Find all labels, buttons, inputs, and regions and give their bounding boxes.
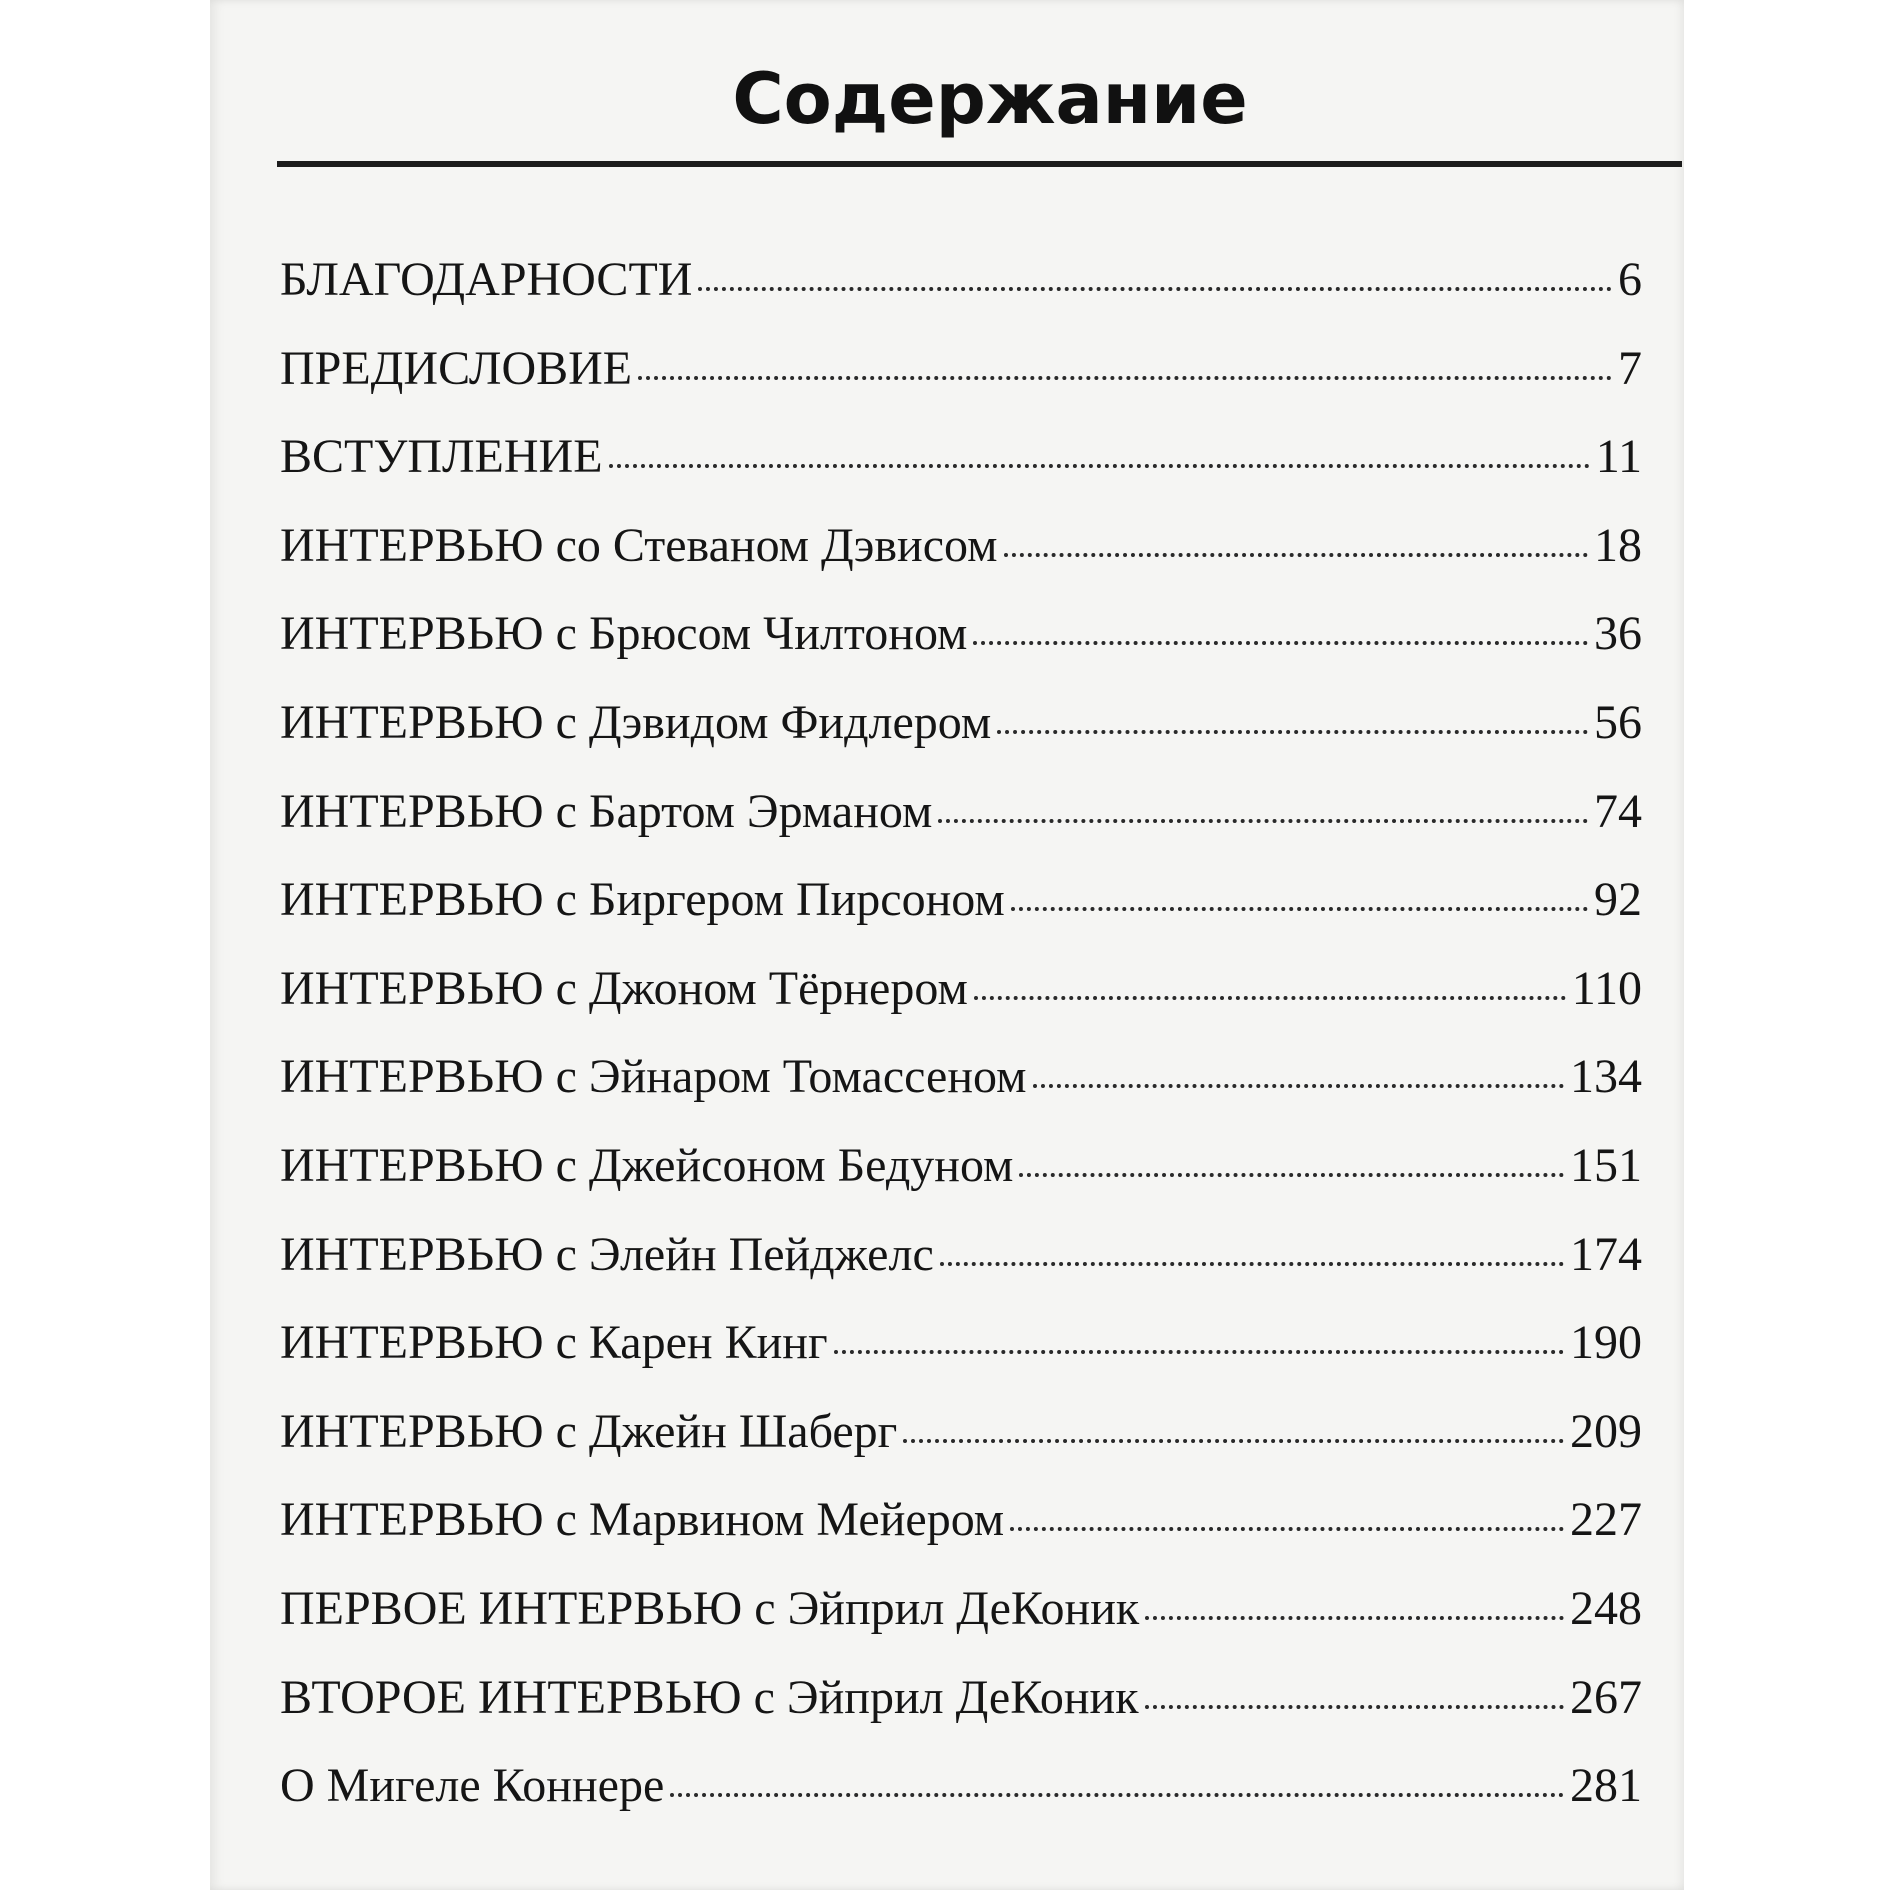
toc-leader-dots [974, 996, 1566, 1000]
toc-entry-label: О Мигеле Коннере [280, 1759, 665, 1813]
toc-entry-page: 151 [1570, 1138, 1642, 1192]
toc-entry-page: 174 [1570, 1227, 1642, 1281]
toc-entry-page: 267 [1570, 1670, 1642, 1724]
toc-entry [280, 695, 1642, 784]
toc-entry-label: ВСТУПЛЕНИЕ [280, 430, 603, 484]
toc-leader-dots [938, 819, 1588, 823]
toc-entry-page: 134 [1570, 1050, 1642, 1104]
toc-entry [280, 606, 1642, 695]
toc-entry-label: ПЕРВОЕ ИНТЕРВЬЮ с Эйприл ДеКоник [280, 1581, 1140, 1635]
toc-leader-dots [834, 1350, 1564, 1354]
toc-entry [280, 784, 1642, 873]
toc-entry-page: 56 [1594, 695, 1642, 749]
toc-leader-dots [1145, 1616, 1564, 1620]
toc-entry [280, 518, 1642, 607]
toc-entry-label: ИНТЕРВЬЮ с Джоном Тёрнером [280, 961, 968, 1015]
toc-entry [280, 1315, 1642, 1404]
toc-entry-label: ИНТЕРВЬЮ с Джейсоном Бедуном [280, 1138, 1014, 1192]
toc-entry [280, 961, 1642, 1050]
page-title: Содержание [732, 58, 1248, 140]
toc-entry-page: 281 [1570, 1759, 1642, 1813]
toc-leader-dots [940, 1262, 1564, 1266]
toc-entry-page: 18 [1594, 518, 1642, 572]
toc-entry-page: 7 [1618, 341, 1642, 395]
toc-entry-page: 227 [1570, 1493, 1642, 1547]
toc-entry-label: ИНТЕРВЬЮ с Биргером Пирсоном [280, 873, 1005, 927]
toc-entry-page: 6 [1618, 253, 1642, 306]
toc-leader-dots [903, 1439, 1564, 1443]
toc-entry [280, 1492, 1642, 1581]
table-of-contents [280, 252, 1642, 1847]
toc-entry [280, 872, 1642, 961]
toc-entry-page: 248 [1570, 1581, 1642, 1635]
toc-entry [280, 1581, 1642, 1670]
toc-entry [280, 1758, 1642, 1847]
toc-leader-dots [973, 641, 1588, 645]
toc-entry-label: ИНТЕРВЬЮ с Эйнаром Томассеном [280, 1050, 1027, 1104]
toc-entry [280, 1138, 1642, 1227]
toc-entry-page: 110 [1571, 961, 1642, 1015]
toc-entry [280, 1049, 1642, 1138]
toc-entry-label: ПРЕДИСЛОВИЕ [280, 341, 633, 395]
toc-leader-dots [698, 287, 1612, 291]
toc-leader-dots [638, 376, 1612, 380]
toc-entry-label: ИНТЕРВЬЮ с Элейн Пейджелс [280, 1227, 934, 1281]
toc-entry [280, 341, 1642, 430]
toc-leader-dots [1145, 1705, 1564, 1709]
toc-entry-page: 209 [1570, 1404, 1642, 1458]
toc-entry-page: 74 [1594, 784, 1642, 838]
toc-entry-page: 11 [1595, 430, 1642, 484]
toc-leader-dots [1019, 1173, 1564, 1177]
toc-entry-page: 36 [1594, 607, 1642, 661]
toc-leader-dots [1033, 1084, 1564, 1088]
toc-entry [280, 1227, 1642, 1316]
toc-entry-label: ИНТЕРВЬЮ с Джейн Шаберг [280, 1404, 898, 1458]
toc-entry-label: БЛАГОДАРНОСТИ [280, 253, 693, 306]
toc-entry-label: ИНТЕРВЬЮ с Брюсом Чилтоном [280, 607, 968, 661]
toc-entry-page: 92 [1594, 873, 1642, 927]
toc-entry [280, 1670, 1642, 1759]
toc-leader-dots [1004, 553, 1589, 557]
toc-entry-label: ИНТЕРВЬЮ с Дэвидом Фидлером [280, 695, 992, 749]
title-rule [277, 161, 1682, 167]
toc-leader-dots [670, 1793, 1564, 1797]
toc-entry-label: ИНТЕРВЬЮ с Карен Кинг [280, 1316, 828, 1370]
toc-entry-page: 190 [1570, 1316, 1642, 1370]
toc-entry-label: ИНТЕРВЬЮ с Бартом Эрманом [280, 784, 933, 838]
toc-leader-dots [997, 730, 1588, 734]
toc-entry [280, 1404, 1642, 1493]
toc-entry [280, 429, 1642, 518]
toc-entry-label: ИНТЕРВЬЮ со Стеваном Дэвисом [280, 518, 998, 572]
toc-leader-dots [609, 464, 1590, 468]
toc-entry-label: ВТОРОЕ ИНТЕРВЬЮ с Эйприл ДеКоник [280, 1670, 1139, 1724]
toc-entry [280, 252, 1642, 341]
toc-entry-label: ИНТЕРВЬЮ с Марвином Мейером [280, 1493, 1005, 1547]
toc-leader-dots [1011, 907, 1588, 911]
toc-leader-dots [1010, 1527, 1564, 1531]
